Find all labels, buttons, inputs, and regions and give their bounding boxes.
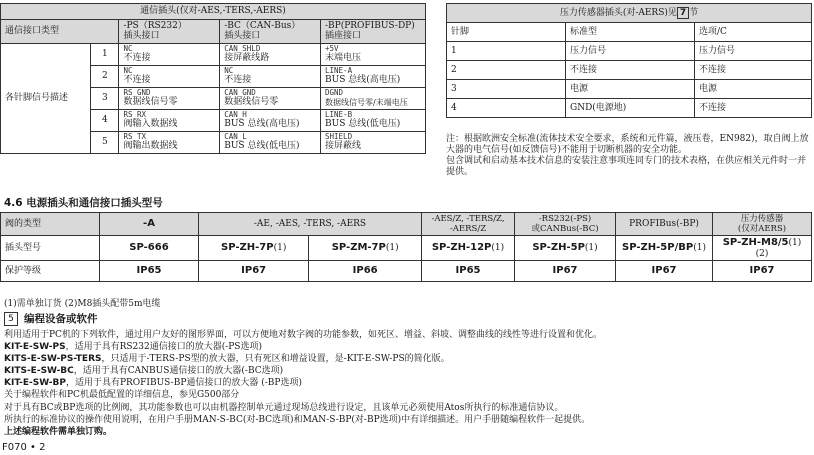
ps-cell: NC 不连接 — [119, 43, 220, 65]
note-line-2: 包含调试和启动基本技术信息的安装注意事项连同专门的技术表格，在供应相关元件时一并提供。 — [446, 156, 807, 177]
section-5-title — [4, 311, 98, 326]
pin-number: 3 — [91, 87, 119, 109]
software-description — [4, 329, 812, 438]
paragraph: 所执行的标准协议的操作使用说明，在用户手册MAN-S-BC(对-BC选项)和MAN-S-BP(对-BP选项)中有详细描述。用户手册随编程软件一起提供。 — [4, 414, 591, 425]
bp-cell: SHIELD 接屏蔽线 — [321, 131, 426, 153]
ip-rating: IP67 — [199, 260, 309, 281]
pressure-cell: 4 — [447, 99, 566, 118]
valve-type-label: 阀的类型 — [1, 213, 100, 236]
kit-line: KIT-E-SW-PS，适用于具有RS232通信接口的放大器(-PS选项) — [4, 342, 262, 353]
ps-cell: RS_GND 数据线信号零 — [119, 87, 220, 109]
pressure-header-pin: 针脚 — [447, 23, 566, 42]
pressure-table-title: 压力传感器插头(对-AERS)见 7 节 — [447, 4, 812, 23]
comm-type-label: 通信接口类型 — [1, 20, 119, 44]
ip-rating: IP65 — [100, 260, 199, 281]
pressure-sensor-table — [446, 3, 812, 118]
bc-cell: CAN_L BUS 总线(低电压) — [220, 131, 321, 153]
pressure-cell: 2 — [447, 61, 566, 80]
plug-model-label: 插头型号 — [1, 236, 100, 261]
pressure-cell: 电源 — [695, 80, 812, 99]
paragraph: 对于具有BC或BP选项的比例阀，其功能参数也可以由机器控制单元通过现场总线进行设定，且该单元必须使用Atos所执行的标准通信协议。 — [4, 402, 564, 413]
plug-footnote: (1)需单独订货 (2)M8插头配带5m电缆 — [4, 299, 161, 309]
plug-model: SP-ZH-M8/5(1)(2) — [713, 236, 812, 261]
valve-type-ps-bc: -RS232(-PS) 或CANBus(-BC) — [515, 213, 616, 236]
plug-model: SP-ZM-7P(1) — [309, 236, 422, 261]
bp-cell: LINE-A BUS 总线(高电压) — [321, 65, 426, 87]
comm-col-ps: -PS（RS232） 插头接口 — [119, 20, 220, 44]
bc-cell: CAN_GND 数据线信号零 — [220, 87, 321, 109]
kit-line: KITS-E-SW-PS-TERS，只适用于-TERS-PS型的放大器，只有死区和增益设置，是-KIT-E-SW-PS的简化版。 — [4, 354, 450, 365]
section-4-6-title: 4.6 电源插头和通信接口插头型号 — [4, 197, 163, 209]
ps-cell: RS_RX 阀输入数据线 — [119, 109, 220, 131]
plug-model: SP-666 — [100, 236, 199, 261]
page-number: F070 • 2 — [2, 442, 46, 453]
table-row — [1, 43, 426, 65]
pin-number: 2 — [91, 65, 119, 87]
valve-type-bp: PROFIBus(-BP) — [616, 213, 713, 236]
bc-cell: CAN_H BUS 总线(高电压) — [220, 109, 321, 131]
plug-model: SP-ZH-5P(1) — [515, 236, 616, 261]
ip-rating: IP67 — [515, 260, 616, 281]
table-row — [447, 80, 812, 99]
kit-line: KIT-E-SW-BP，适用于具有PROFIBUS-BP通信接口的放大器 (-BP选项) — [4, 378, 302, 389]
pressure-cell: GND(电源地) — [566, 99, 695, 118]
bp-cell: +5V 末端电压 — [321, 43, 426, 65]
safety-note — [446, 134, 812, 178]
section-number-box: 5 — [4, 312, 18, 326]
pressure-cell: 1 — [447, 42, 566, 61]
valve-type-ae: -AE, -AES, -TERS, -AERS — [199, 213, 422, 236]
paragraph: 上述编程软件需单独订购。 — [4, 426, 113, 437]
pin-number: 5 — [91, 131, 119, 153]
ip-rating: IP67 — [616, 260, 713, 281]
ps-cell: NC 不连接 — [119, 65, 220, 87]
table-row — [447, 42, 812, 61]
pressure-cell: 不连接 — [695, 99, 812, 118]
comm-plug-table — [0, 3, 426, 154]
pressure-cell: 压力信号 — [695, 42, 812, 61]
pin-description-label: 各针脚信号描述 — [1, 43, 91, 153]
bp-cell: LINE-B BUS 总线(低电压) — [321, 109, 426, 131]
pressure-cell: 压力信号 — [566, 42, 695, 61]
paragraph: 关于编程软件和PC机最低配置的详细信息，参见G500部分 — [4, 390, 240, 401]
table-row — [1, 236, 812, 261]
kit-line: KITS-E-SW-BC，适用于具有CANBUS通信接口的放大器(-BC选项) — [4, 366, 284, 377]
section-5-heading: 编程设备或软件 — [24, 313, 98, 325]
plug-type-table — [0, 212, 812, 282]
pressure-cell: 不连接 — [566, 61, 695, 80]
bp-cell: DGND 数据线信号零/末端电压 — [321, 87, 426, 109]
pin-number: 4 — [91, 109, 119, 131]
valve-type-pressure: 压力传感器 (仅对AERS) — [713, 213, 812, 236]
plug-model: SP-ZH-5P/BP(1) — [616, 236, 713, 261]
ip-rating: IP65 — [422, 260, 515, 281]
bc-cell: NC 不连接 — [220, 65, 321, 87]
plug-model: SP-ZH-12P(1) — [422, 236, 515, 261]
ip-rating: IP66 — [309, 260, 422, 281]
table-row — [447, 99, 812, 118]
valve-type-z: -AES/Z, -TERS/Z, -AERS/Z — [422, 213, 515, 236]
table-row — [447, 61, 812, 80]
note-line-1: 注：根据欧洲安全标准(流体技术安全要求，系统和元件篇，液压卷，EN982)，取自阀上放大器的电气信号(如反馈信号)不能用于切断机器的安全功能。 — [446, 134, 809, 155]
pin-number: 1 — [91, 43, 119, 65]
bc-cell: CAN_SHLD 接屏蔽线路 — [220, 43, 321, 65]
comm-table-title: 通信插头(仅对-AES,-TERS,-AERS) — [1, 4, 426, 20]
table-row — [1, 260, 812, 281]
pressure-cell: 电源 — [566, 80, 695, 99]
comm-col-bc: -BC（CAN-Bus） 插头接口 — [220, 20, 321, 44]
pressure-cell: 3 — [447, 80, 566, 99]
ps-cell: RS_TX 阀输出数据线 — [119, 131, 220, 153]
section-ref-box: 7 — [677, 7, 689, 19]
plug-model: SP-ZH-7P(1) — [199, 236, 309, 261]
comm-col-bp: -BP(PROFIBUS-DP) 插座接口 — [321, 20, 426, 44]
valve-type-a: -A — [100, 213, 199, 236]
protection-class-label: 保护等级 — [1, 260, 100, 281]
paragraph: 利用适用于PC机的下列软件，通过用户友好的图形界面，可以方便地对数字阀的功能参数，如死区、增益、斜坡、调整曲线的线性等进行设置和优化。 — [4, 330, 602, 340]
pressure-header-option: 选项/C — [695, 23, 812, 42]
pressure-cell: 不连接 — [695, 61, 812, 80]
pressure-header-standard: 标准型 — [566, 23, 695, 42]
ip-rating: IP67 — [713, 260, 812, 281]
